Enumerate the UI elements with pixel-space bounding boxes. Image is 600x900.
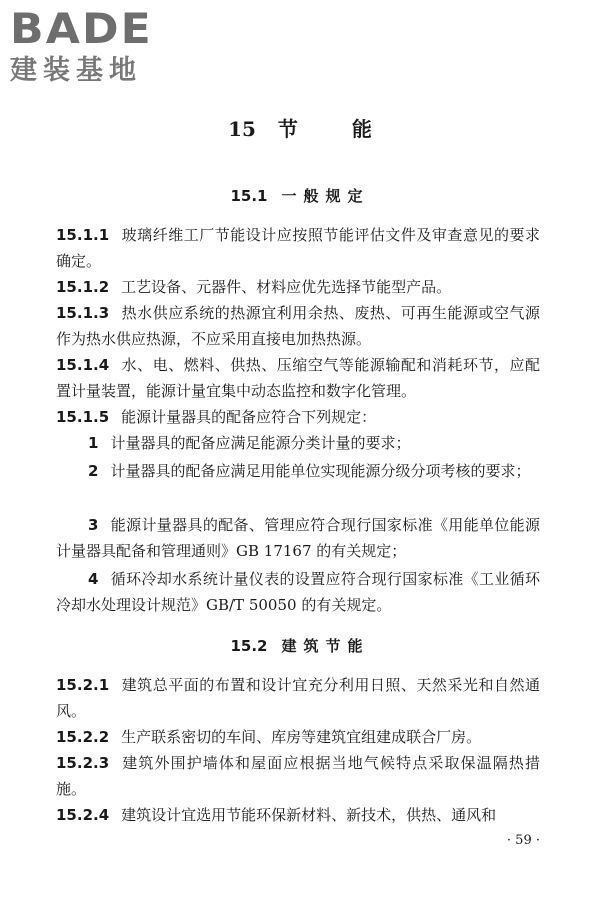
chapter-title-part1: 节	[277, 117, 298, 141]
clause-text: 水、电、燃料、供热、压缩空气等能源输配和消耗环节，应配置计量装置，能源计量宜集中动态监控和数字化管理。	[56, 356, 540, 400]
clause-number: 15.2.3	[56, 754, 110, 772]
chapter-title-part2: 能	[351, 117, 372, 141]
clause-text: 生产联系密切的车间、库房等建筑宜组建成联合厂房。	[121, 728, 482, 746]
clause-text: 热水供应系统的热源宜利用余热、废热、可再生能源或空气源作为热水供应热源，不应采用直接电加热热源。	[56, 304, 540, 348]
clause-number: 15.1.5	[56, 408, 110, 426]
section-name: 建筑节能	[281, 637, 370, 655]
logo-chinese-text: 建装基地	[10, 55, 142, 86]
clause-number: 15.1.1	[56, 226, 110, 244]
clause-item-2	[56, 458, 540, 484]
clause-15-2-1	[56, 672, 540, 724]
section-name: 一般规定	[281, 187, 370, 205]
clause-text: 工艺设备、元器件、材料应优先选择节能型产品。	[121, 278, 452, 296]
item-text: 循环冷却水系统计量仪表的设置应符合现行国家标准《工业循环冷却水处理设计规范》GB/T 50050 的有关规定。	[56, 570, 540, 614]
page-number: · 59 ·	[506, 833, 540, 848]
bade-logo	[10, 6, 175, 92]
clause-number: 15.1.2	[56, 278, 110, 296]
clause-text: 能源计量器具的配备应符合下列规定：	[121, 408, 377, 426]
clause-15-1-2	[56, 274, 540, 300]
item-text: 能源计量器具的配备、管理应符合现行国家标准《用能单位能源计量器具配备和管理通则》GB 17167 的有关规定；	[56, 516, 540, 560]
item-text: 计量器具的配备应满足用能单位实现能源分级分项考核的要求；	[110, 462, 531, 480]
clause-15-2-2	[56, 724, 540, 750]
clause-number: 15.1.3	[56, 304, 110, 322]
item-number: 4	[88, 570, 99, 588]
chapter-number: 15	[228, 117, 256, 141]
section-heading-15-2	[0, 636, 600, 656]
clause-15-1-4	[56, 352, 540, 404]
clause-15-1-1	[56, 222, 540, 274]
section-number: 15.2	[230, 637, 268, 655]
clause-number: 15.2.4	[56, 806, 110, 824]
clause-text: 玻璃纤维工厂节能设计应按照节能评估文件及审查意见的要求确定。	[56, 226, 540, 270]
clause-15-2-4	[56, 802, 540, 828]
clause-15-2-3	[56, 750, 540, 802]
item-number: 3	[88, 516, 99, 534]
clause-15-1-3	[56, 300, 540, 352]
clause-15-1-5	[56, 404, 540, 430]
clause-text: 建筑设计宜选用节能环保新材料、新技术，供热、通风和	[121, 806, 497, 824]
section-heading-15-1	[0, 186, 600, 206]
clause-item-3	[56, 512, 540, 564]
clause-number: 15.2.2	[56, 728, 110, 746]
item-number: 1	[88, 434, 99, 452]
item-number: 2	[88, 462, 99, 480]
clause-number: 15.2.1	[56, 676, 110, 694]
item-text: 计量器具的配备应满足能源分类计量的要求；	[110, 434, 411, 452]
section-number: 15.1	[230, 187, 268, 205]
logo-brand-text: BADE	[10, 4, 153, 53]
chapter-title	[0, 116, 600, 142]
clause-text: 建筑外围护墙体和屋面应根据当地气候特点采取保温隔热措施。	[56, 754, 540, 798]
clause-text: 建筑总平面的布置和设计宜充分利用日照、天然采光和自然通风。	[56, 676, 540, 720]
clause-number: 15.1.4	[56, 356, 110, 374]
clause-item-1	[56, 430, 540, 456]
clause-item-4	[56, 566, 540, 618]
